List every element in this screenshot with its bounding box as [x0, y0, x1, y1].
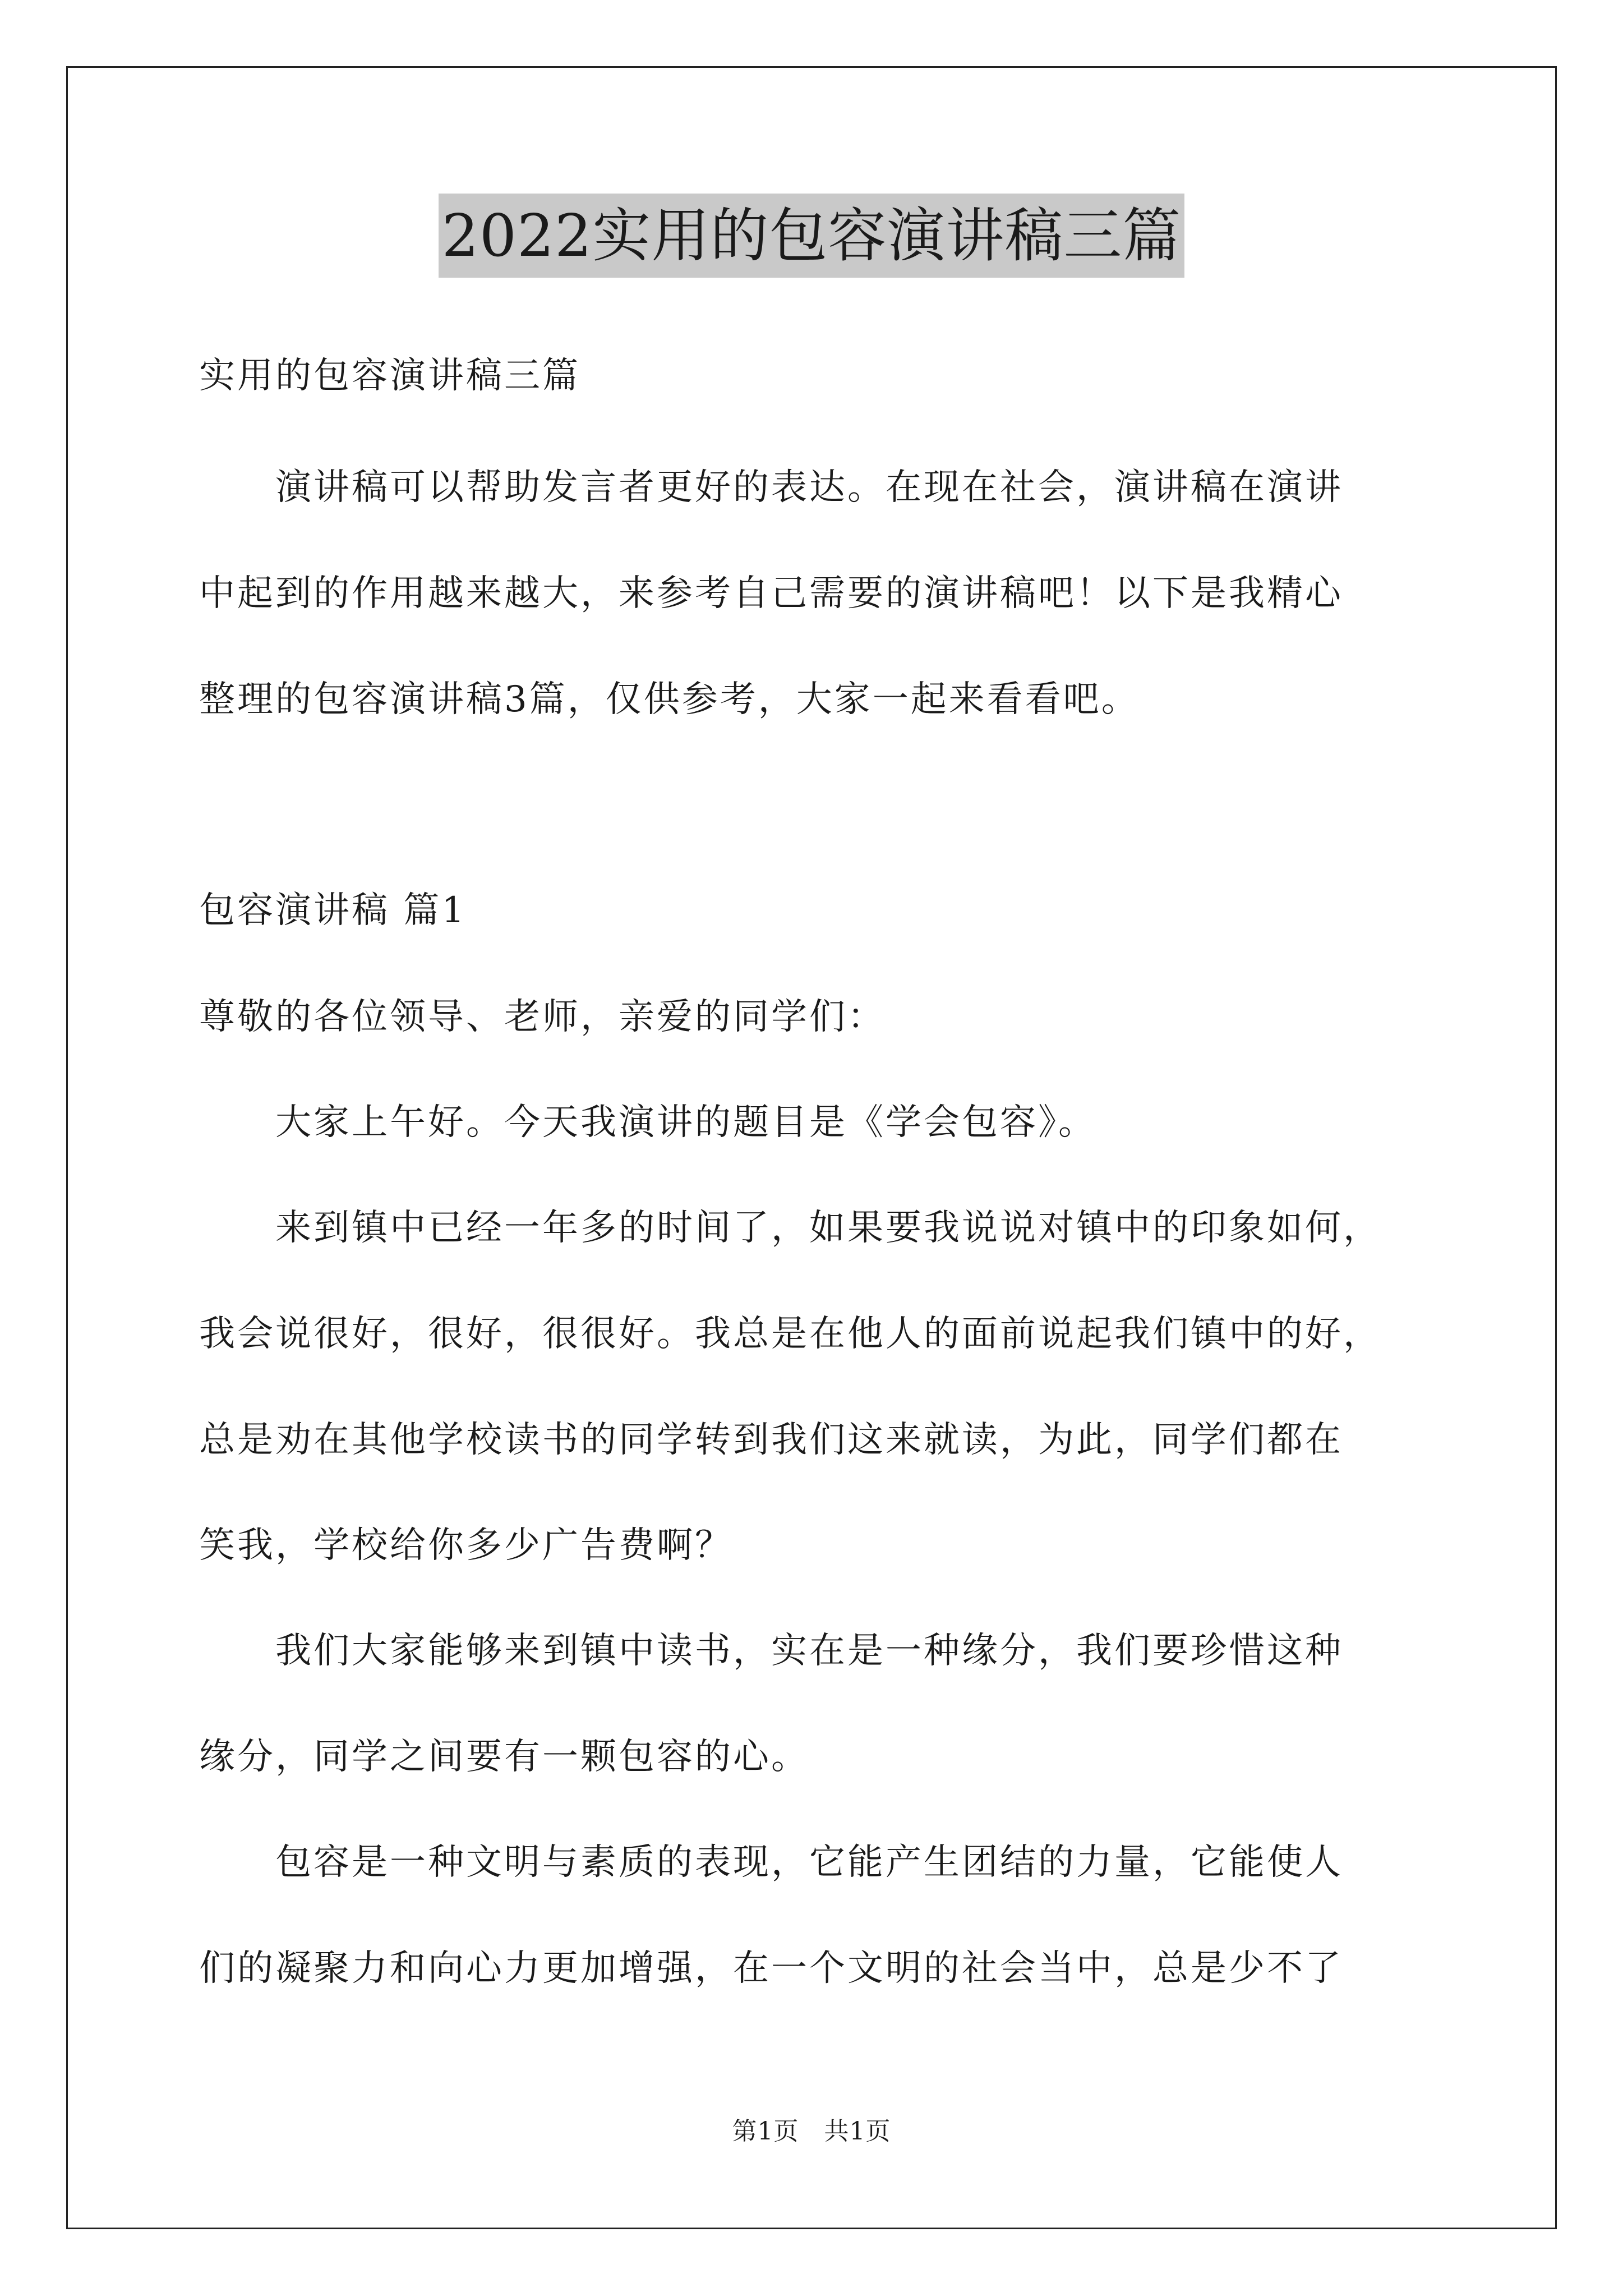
page-footer: 第1页 共1页 — [732, 2117, 891, 2146]
subtitle-line: 实用的包容演讲稿三篇 — [199, 355, 580, 397]
paragraph-line: 演讲稿可以帮助发言者更好的表达。在现在社会，演讲稿在演讲 — [199, 467, 1343, 508]
document-title: 2022实用的包容演讲稿三篇 — [439, 194, 1185, 278]
paragraph-line: 笑我，学校给你多少广告费啊？ — [199, 1525, 733, 1566]
section-heading: 包容演讲稿 篇1 — [199, 890, 467, 931]
paragraph-line: 来到镇中已经一年多的时间了，如果要我说说对镇中的印象如何， — [199, 1207, 1381, 1249]
paragraph-line: 我会说很好，很好，很很好。我总是在他人的面前说起我们镇中的好， — [199, 1313, 1381, 1355]
paragraph-line: 们的凝聚力和向心力更加增强，在一个文明的社会当中，总是少不了 — [199, 1948, 1343, 1989]
paragraph-line: 总是劝在其他学校读书的同学转到我们这来就读，为此，同学们都在 — [199, 1419, 1343, 1461]
salutation-line: 尊敬的各位领导、老师，亲爱的同学们： — [199, 996, 886, 1038]
paragraph-line: 大家上午好。今天我演讲的题目是《学会包容》。 — [199, 1102, 1096, 1143]
paragraph-line: 整理的包容演讲稿3篇，仅供参考，大家一起来看看吧。 — [199, 679, 1140, 720]
paragraph-line: 包容是一种文明与素质的表现，它能产生团结的力量，它能使人 — [199, 1842, 1343, 1883]
title-wrap — [0, 194, 1623, 278]
paragraph-line: 缘分，同学之间要有一颗包容的心。 — [199, 1736, 809, 1778]
paragraph-line: 中起到的作用越来越大，来参考自己需要的演讲稿吧！以下是我精心 — [199, 573, 1343, 614]
paragraph-line: 我们大家能够来到镇中读书，实在是一种缘分，我们要珍惜这种 — [199, 1630, 1343, 1672]
